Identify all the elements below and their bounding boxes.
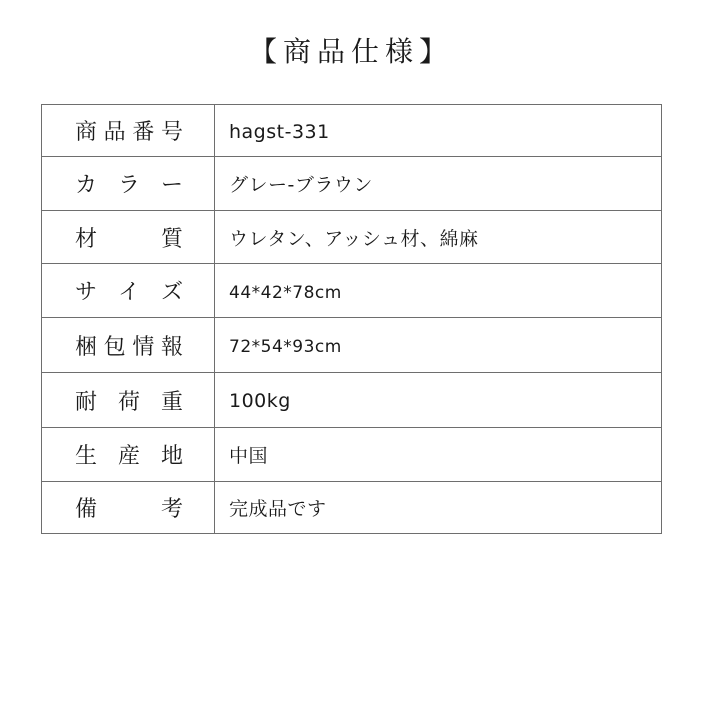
spec-label-cell — [42, 373, 215, 428]
spec-label — [75, 330, 183, 361]
spec-value: ウレタン、アッシュ材、綿麻 — [229, 227, 479, 250]
spec-value-cell — [215, 318, 662, 373]
spec-value-cell — [215, 428, 662, 482]
spec-label — [75, 275, 183, 306]
table-row — [42, 318, 662, 373]
spec-value: 100kg — [229, 390, 291, 412]
spec-value-cell — [215, 105, 662, 157]
spec-label-cell — [42, 482, 215, 534]
label-char: 質 — [160, 226, 183, 252]
table-row — [42, 105, 662, 157]
label-char: 地 — [160, 444, 183, 469]
label-char: 重 — [160, 389, 183, 415]
spec-label — [75, 439, 183, 470]
spec-label — [75, 492, 183, 523]
table-row — [42, 428, 662, 482]
label-char: 梱 — [75, 334, 98, 360]
label-char: 号 — [160, 120, 183, 145]
label-char: 情 — [132, 334, 155, 360]
spec-label — [75, 222, 183, 253]
label-char: カ — [75, 173, 98, 198]
spec-label-cell — [42, 105, 215, 157]
label-char: ズ — [160, 280, 183, 305]
label-char: 材 — [75, 226, 98, 252]
page-title: 【商品仕様】 — [248, 35, 453, 68]
spec-value: hagst-331 — [229, 120, 330, 143]
spec-value: グレー-ブラウン — [229, 174, 373, 196]
spec-label — [75, 115, 183, 146]
spec-label-cell — [42, 318, 215, 373]
label-char: 産 — [117, 444, 140, 469]
spec-value: 完成品です — [229, 498, 327, 520]
label-char: ラ — [117, 173, 140, 198]
label-char: ー — [160, 173, 183, 198]
label-char: 生 — [75, 444, 98, 469]
table-row — [42, 373, 662, 428]
spec-value: 44*42*78cm — [229, 282, 342, 303]
spec-label-cell — [42, 157, 215, 211]
spec-value-cell — [215, 482, 662, 534]
spec-value-cell — [215, 264, 662, 318]
spec-value-cell — [215, 157, 662, 211]
label-char: 報 — [160, 334, 183, 360]
spec-value-cell — [215, 373, 662, 428]
spec-table — [41, 104, 662, 534]
spec-label — [75, 168, 183, 199]
spec-value: 中国 — [229, 445, 269, 467]
label-char: イ — [117, 280, 140, 305]
label-char: 耐 — [75, 389, 98, 415]
label-char: 商 — [75, 120, 98, 145]
label-char: 考 — [160, 497, 183, 522]
label-char: 備 — [75, 497, 98, 522]
label-char: 番 — [132, 120, 155, 145]
label-char: サ — [75, 280, 98, 305]
spec-label-cell — [42, 211, 215, 264]
spec-value-cell — [215, 211, 662, 264]
table-row — [42, 264, 662, 318]
table-row — [42, 482, 662, 534]
table-row — [42, 157, 662, 211]
spec-label-cell — [42, 264, 215, 318]
spec-label-cell — [42, 428, 215, 482]
table-row — [42, 211, 662, 264]
label-char: 包 — [103, 334, 126, 360]
label-char: 品 — [103, 120, 126, 145]
spec-value: 72*54*93cm — [229, 337, 342, 357]
label-char: 荷 — [117, 389, 140, 415]
spec-label — [75, 385, 183, 416]
